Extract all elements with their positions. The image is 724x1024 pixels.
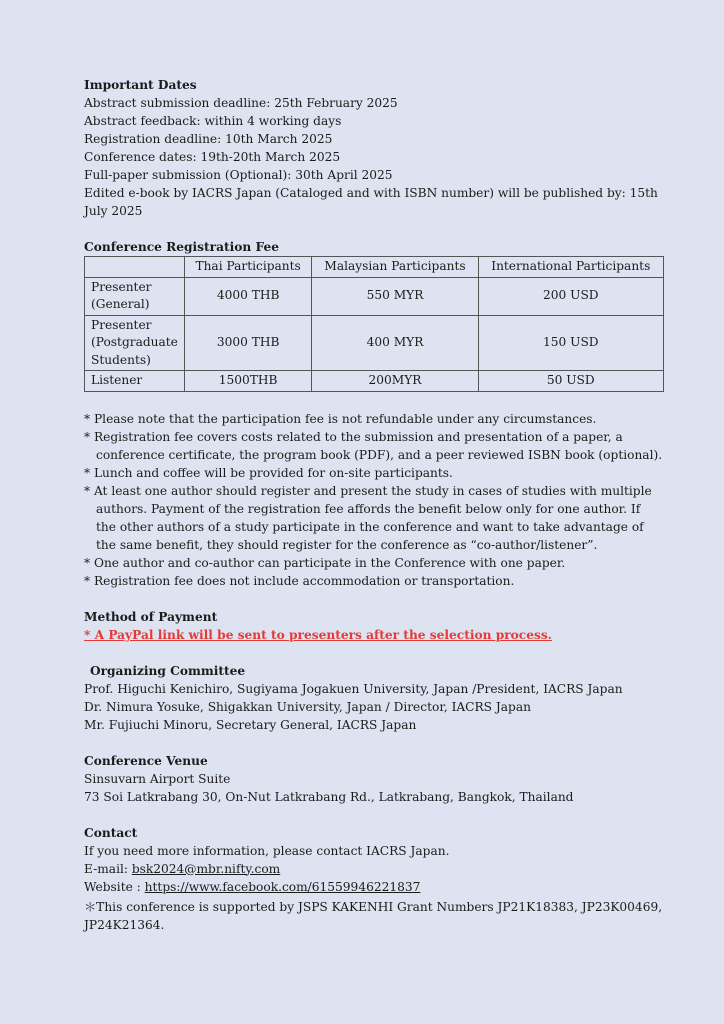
payment-heading: Method of Payment <box>84 609 218 624</box>
note-item: * One author and co-author can participate in the Conference with one paper. <box>84 555 566 570</box>
venue-section <box>84 752 664 806</box>
table-cell: 200 USD <box>478 277 663 315</box>
committee-heading: Organizing Committee <box>90 663 246 678</box>
committee-member: Prof. Higuchi Kenichiro, Sugiyama Jogakuen University, Japan /President, IACRS Japan <box>84 681 623 696</box>
table-row <box>85 371 664 392</box>
table-cell-role: Listener <box>85 371 185 392</box>
committee-member: Dr. Nimura Yosuke, Shigakkan University, Japan / Director, IACRS Japan <box>84 699 531 714</box>
table-cell: 400 MYR <box>312 315 478 371</box>
venue-address: 73 Soi Latkrabang 30, On-Nut Latkrabang Rd., Latkrabang, Bangkok, Thailand <box>84 789 574 804</box>
email-line <box>84 860 664 878</box>
table-cell: 150 USD <box>478 315 663 371</box>
fee-notes <box>84 410 664 590</box>
payment-section <box>84 608 664 644</box>
table-cell: 550 MYR <box>312 277 478 315</box>
table-cell-role: Presenter (General) <box>85 277 185 315</box>
email-link[interactable]: bsk2024@mbr.nifty.com <box>131 861 281 876</box>
email-label: E-mail: <box>84 861 132 876</box>
table-cell: 3000 THB <box>184 315 312 371</box>
support-note: ＊This conference is supported by JSPS KAKENHI Grant Numbers JP21K18383, JP23K00469, JP24K21364. <box>84 899 663 932</box>
note-item: * Please note that the participation fee is not refundable under any circumstances. <box>84 411 597 426</box>
date-line: Abstract submission deadline: 25th February 2025 <box>84 96 398 110</box>
website-line <box>84 878 664 896</box>
note-item: * Registration fee covers costs related to the submission and presentation of a paper, a conference certificate, the program book (PDF), and a peer reviewed ISBN book (optional). <box>84 429 663 462</box>
table-cell-role: Presenter (Postgraduate Students) <box>85 315 185 371</box>
venue-heading: Conference Venue <box>84 753 208 768</box>
table-header-cell: International Participants <box>478 257 663 278</box>
contact-section <box>84 824 664 934</box>
registration-fee-table <box>84 256 664 392</box>
date-line: Edited e-book by IACRS Japan (Cataloged and with ISBN number) will be published by: 15th July 2025 <box>84 186 658 218</box>
document-content <box>84 76 664 934</box>
website-label: Website : <box>84 879 145 894</box>
note-item: * Registration fee does not include accommodation or transportation. <box>84 573 515 588</box>
note-item: * Lunch and coffee will be provided for on-site participants. <box>84 465 453 480</box>
important-dates-heading: Important Dates <box>84 78 197 92</box>
important-dates-section <box>84 76 664 220</box>
table-cell: 1500THB <box>184 371 312 392</box>
date-line: Conference dates: 19th-20th March 2025 <box>84 150 341 164</box>
date-line: Abstract feedback: within 4 working days <box>84 114 342 128</box>
contact-heading: Contact <box>84 825 138 840</box>
table-header-row <box>85 257 664 278</box>
venue-name: Sinsuvarn Airport Suite <box>84 771 231 786</box>
table-cell: 200MYR <box>312 371 478 392</box>
date-line: Full-paper submission (Optional): 30th April 2025 <box>84 168 393 182</box>
table-header-cell: Malaysian Participants <box>312 257 478 278</box>
table-cell: 4000 THB <box>184 277 312 315</box>
paypal-notice: * A PayPal link will be sent to presenters after the selection process. <box>84 627 552 642</box>
table-row <box>85 277 664 315</box>
contact-intro: If you need more information, please contact IACRS Japan. <box>84 843 450 858</box>
table-header-cell <box>85 257 185 278</box>
table-row <box>85 315 664 371</box>
committee-member: Mr. Fujiuchi Minoru, Secretary General, IACRS Japan <box>84 717 417 732</box>
date-line: Registration deadline: 10th March 2025 <box>84 132 333 146</box>
table-header-cell: Thai Participants <box>184 257 312 278</box>
website-link[interactable]: https://www.facebook.com/61559946221837 <box>144 879 421 894</box>
table-cell: 50 USD <box>478 371 663 392</box>
note-item: * At least one author should register and present the study in cases of studies with multiple authors. Payment of the registration fee affords the benefit below only for one author. If the other authors of a study participate in the conference and want to take advantage of the same benefit, they should register for the conference as “co-author/listener”. <box>84 483 652 552</box>
registration-fee-heading: Conference Registration Fee <box>84 240 279 254</box>
committee-section <box>84 662 664 734</box>
